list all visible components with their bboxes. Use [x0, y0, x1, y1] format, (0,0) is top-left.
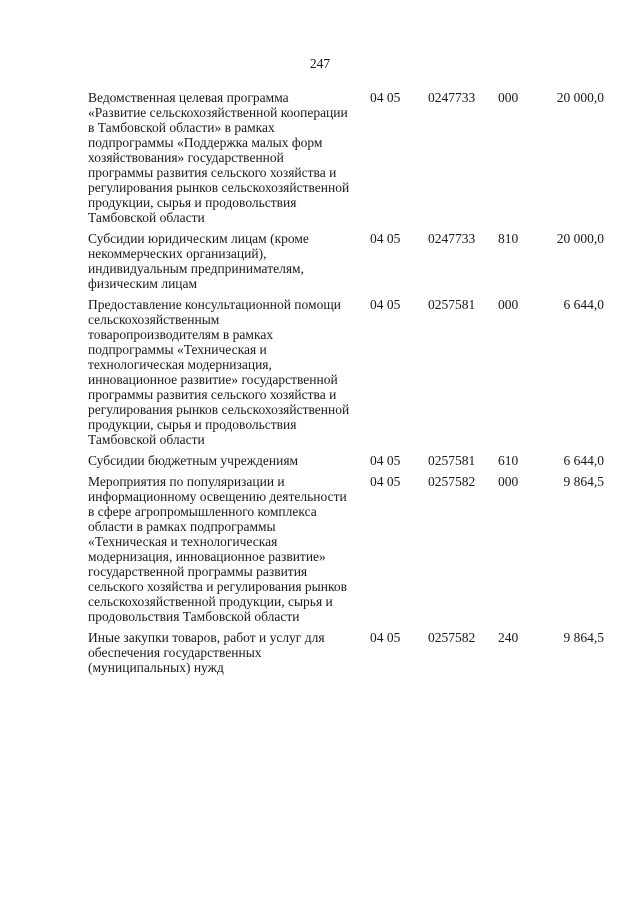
table-row: [88, 453, 604, 474]
row-amount: 6 644,0: [563, 453, 604, 468]
row-expense-type: 000: [498, 90, 519, 105]
row-name: Предоставление консультационной помощи сельскохозяйственным товаропроизводителям в рамках подпрограммы «Техническая и технологическая модернизация, инновационное развитие» государственной программы развития сельского хозяйства и регулирования рынков сельскохозяйственной продукции, сырья и продовольствия Тамбовской области: [88, 297, 350, 447]
row-target-code: 0257582: [428, 630, 476, 645]
budget-table: [88, 90, 604, 681]
table-row: [88, 630, 604, 681]
row-target-code: 0247733: [428, 231, 476, 246]
row-target-code: 0247733: [428, 90, 476, 105]
row-expense-type: 000: [498, 297, 519, 312]
row-name: Ведомственная целевая программа «Развитие сельскохозяйственной кооперации в Тамбовской области» в рамках подпрограммы «Поддержка малых форм хозяйствования» государственной программы развития сельского хозяйства и регулирования рынков сельскохозяйственной продукции, сырья и продовольствия Тамбовской области: [88, 90, 350, 225]
row-amount: 6 644,0: [563, 297, 604, 312]
row-expense-type: 810: [498, 231, 519, 246]
row-expense-type: 240: [498, 630, 519, 645]
row-name: Субсидии юридическим лицам (кроме некоммерческих организаций), индивидуальным предпринимателям, физическим лицам: [88, 231, 309, 291]
table-row: [88, 474, 604, 630]
row-section: 04 05: [370, 231, 401, 246]
row-section: 04 05: [370, 297, 401, 312]
row-expense-type: 000: [498, 474, 519, 489]
row-amount: 9 864,5: [563, 630, 604, 645]
row-name: Субсидии бюджетным учреждениям: [88, 453, 299, 468]
row-expense-type: 610: [498, 453, 519, 468]
row-target-code: 0257582: [428, 474, 476, 489]
page-number: 247: [309, 56, 331, 71]
table-row: [88, 90, 604, 231]
row-name: Мероприятия по популяризации и информационному освещению деятельности в сфере агропромышленного комплекса области в рамках подпрограммы «Техническая и технологическая модернизация, инновационное развитие» государственной программы развития сельского хозяйства и регулирования рынков сельскохозяйственной продукции, сырья и продовольствия Тамбовской области: [88, 474, 347, 624]
row-section: 04 05: [370, 90, 401, 105]
row-section: 04 05: [370, 453, 401, 468]
table-row: [88, 231, 604, 297]
row-target-code: 0257581: [428, 453, 476, 468]
row-section: 04 05: [370, 630, 401, 645]
row-amount: 9 864,5: [563, 474, 604, 489]
row-amount: 20 000,0: [556, 90, 604, 105]
row-name: Иные закупки товаров, работ и услуг для обеспечения государственных (муниципальных) нужд: [88, 630, 325, 675]
row-target-code: 0257581: [428, 297, 476, 312]
row-section: 04 05: [370, 474, 401, 489]
row-amount: 20 000,0: [556, 231, 604, 246]
table-row: [88, 297, 604, 453]
